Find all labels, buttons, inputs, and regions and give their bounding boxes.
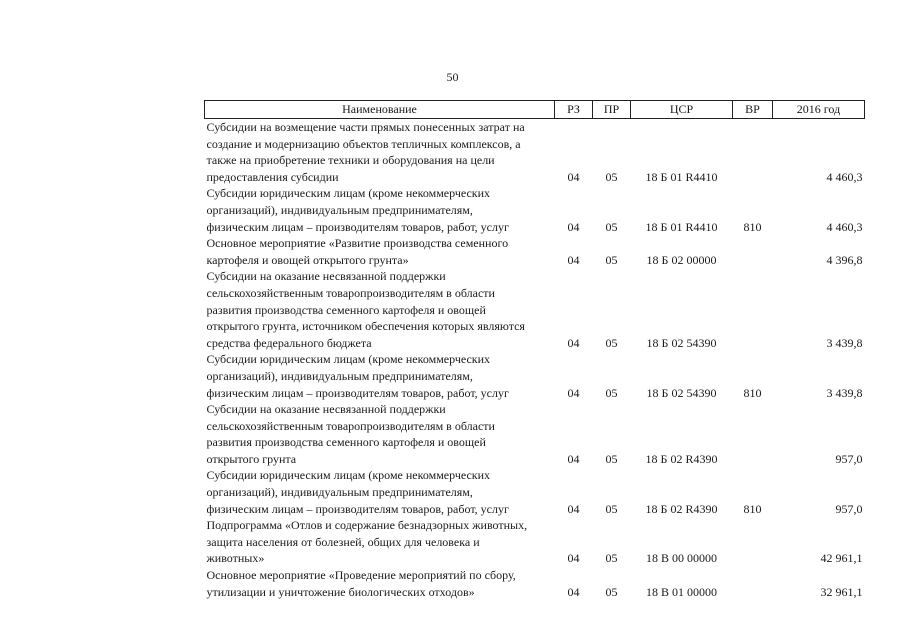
row-rz: 04	[567, 335, 580, 350]
budget-table	[204, 100, 865, 600]
row-amount: 957,0	[835, 451, 863, 466]
row-amount: 3 439,8	[826, 335, 863, 350]
row-csr: 18 Б 01 R4410	[645, 169, 718, 184]
row-rz: 04	[567, 219, 580, 234]
row-vr	[733, 268, 773, 351]
row-csr: 18 В 00 00000	[645, 551, 717, 566]
row-name: Субсидии юридическим лицам (кроме некоммерческих организаций), индивидуальным предпринимателям, физическим лицам – производителям товаров, работ, услуг	[206, 352, 509, 400]
row-name: Подпрограмма «Отлов и содержание безнадзорных животных, защита населения от болезней, общих для человека и животных»	[206, 518, 528, 566]
table-row	[205, 467, 865, 517]
row-vr: 810	[743, 219, 762, 234]
row-pr: 05	[605, 385, 618, 400]
table-row	[205, 401, 865, 467]
page-number: 50	[446, 70, 459, 84]
row-amount: 4 460,3	[826, 219, 863, 234]
row-name: Основное мероприятие «Проведение мероприятий по сбору, утилизации и уничтожение биологических отходов»	[206, 568, 516, 599]
row-rz: 04	[567, 501, 580, 516]
row-rz: 04	[567, 451, 580, 466]
row-amount: 32 961,1	[820, 584, 863, 599]
table-row	[205, 351, 865, 401]
table-row	[205, 567, 865, 600]
row-pr: 05	[605, 219, 618, 234]
row-amount: 4 460,3	[826, 169, 863, 184]
table-row	[205, 119, 865, 186]
row-csr: 18 Б 02 R4390	[645, 501, 718, 516]
row-rz: 04	[567, 252, 580, 267]
table-row	[205, 517, 865, 567]
row-vr	[733, 235, 773, 268]
row-rz: 04	[567, 169, 580, 184]
header-rz: РЗ	[555, 101, 593, 119]
row-name: Субсидии на оказание несвязанной поддержки сельскохозяйственным товаропроизводителям в области развития производства семенного картофеля и овощей открытого грунта, источником обеспечения которых являются средства федерального бюджета	[206, 269, 525, 350]
header-year: 2016 год	[773, 101, 865, 119]
table-row	[205, 185, 865, 235]
row-csr: 18 Б 02 00000	[646, 252, 717, 267]
row-vr	[733, 401, 773, 467]
row-pr: 05	[605, 169, 618, 184]
table-row	[205, 268, 865, 351]
header-pr: ПР	[593, 101, 631, 119]
header-csr: ЦСР	[631, 101, 733, 119]
row-vr	[733, 517, 773, 567]
row-name: Основное мероприятие «Развитие производства семенного картофеля и овощей открытого грунта»	[206, 236, 509, 267]
row-pr: 05	[605, 252, 618, 267]
row-csr: 18 Б 02 54390	[646, 385, 717, 400]
row-vr	[733, 567, 773, 600]
row-csr: 18 Б 01 R4410	[645, 219, 718, 234]
header-vr: ВР	[733, 101, 773, 119]
table-row	[205, 235, 865, 268]
row-vr: 810	[743, 501, 762, 516]
row-csr: 18 Б 02 R4390	[645, 451, 718, 466]
row-name: Субсидии на возмещение части прямых понесенных затрат на создание и модернизацию объектов тепличных комплексов, а также на приобретение техники и оборудования на цели предоставления субсидии	[206, 120, 525, 184]
row-vr	[733, 119, 773, 186]
row-name: Субсидии на оказание несвязанной поддержки сельскохозяйственным товаропроизводителям в области развития производства семенного картофеля и овощей открытого грунта	[206, 402, 495, 466]
row-amount: 4 396,8	[826, 252, 863, 267]
header-name: Наименование	[205, 101, 555, 119]
row-rz: 04	[567, 584, 580, 599]
row-name: Субсидии юридическим лицам (кроме некоммерческих организаций), индивидуальным предпринимателям, физическим лицам – производителям товаров, работ, услуг	[206, 186, 509, 234]
row-amount: 42 961,1	[820, 551, 863, 566]
row-amount: 3 439,8	[826, 385, 863, 400]
row-csr: 18 В 01 00000	[645, 584, 717, 599]
row-rz: 04	[567, 385, 580, 400]
row-rz: 04	[567, 551, 580, 566]
row-pr: 05	[605, 451, 618, 466]
row-name: Субсидии юридическим лицам (кроме некоммерческих организаций), индивидуальным предпринимателям, физическим лицам – производителям товаров, работ, услуг	[206, 468, 509, 516]
row-csr: 18 Б 02 54390	[646, 335, 717, 350]
table-header-row	[205, 101, 865, 119]
row-amount: 957,0	[835, 501, 863, 516]
row-pr: 05	[605, 335, 618, 350]
row-pr: 05	[605, 551, 618, 566]
row-pr: 05	[605, 584, 618, 599]
row-vr: 810	[743, 385, 762, 400]
row-pr: 05	[605, 501, 618, 516]
